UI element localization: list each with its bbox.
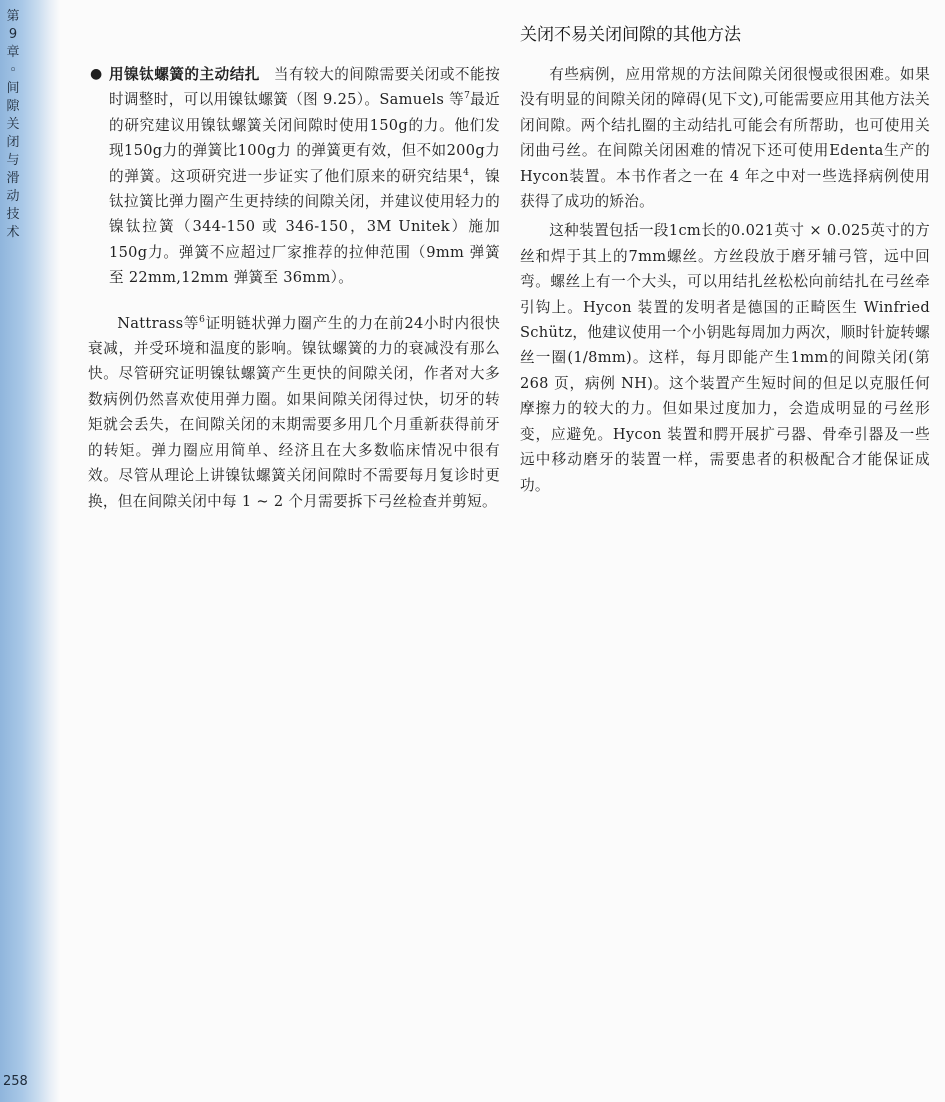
section-heading: 关闭不易关闭间隙的其他方法 <box>520 25 741 45</box>
bullet-paragraph <box>88 62 500 291</box>
body-paragraph: 有些病例，应用常规的方法间隙关闭很慢或很困难。如果没有明显的间隙关闭的障碍(见下文),可能需要应用其他方法关闭间隙。两个结扎圈的主动结扎可能会有所帮助，也可使用关闭曲弓丝。在间隙关闭困难的情况下还可使用Edenta生产的Hycon装置。本书作者之一在 4 年之中对一些选择病例使用获得了成功的矫治。 <box>520 66 930 211</box>
bullet-text-1: 当有较大的间隙需要关闭或不能按时调整时，可以用镍钛螺簧（图 9.25）。Samuels 等 <box>109 66 500 109</box>
para-text-2: 证明链状弹力圈产生的力在前24小时内很快衰减，并受环境和温度的影响。镍钛螺簧的力的衰减没有那么快。尽管研究证明镍钛螺簧产生更快的间隙关闭，作者对大多数病例仍然喜欢使用弹力圈。如果间隙关闭得过快，切牙的转矩就会丢失，在间隙关闭的末期需要多用几个月重新获得前牙的转矩。弹力圈应用简单、经济且在大多数临床情况中很有效。尽管从理论上讲镍钛螺簧关闭间隙时不需要每月复诊时更换，但在间隙关闭中每 1 ~ 2 个月需要拆下弓丝检查并剪短。 <box>88 314 500 510</box>
citation-ref: 7 <box>464 91 471 102</box>
bullet-text-3: ，镍钛拉簧比弹力圈产生更持续的间隙关闭，并建议使用轻力的镍钛拉簧（344-150 或 346-150，3M Unitek）施加150g力。弹簧不应超过厂家推荐的拉伸范围（9mm 弹簧至 22mm,12mm 弹簧至 36mm）。 <box>109 167 500 287</box>
citation-ref: 6 <box>199 314 206 325</box>
right-column <box>520 62 930 498</box>
body-paragraph <box>88 311 500 514</box>
body-paragraph: 这种装置包括一段1cm长的0.021英寸 × 0.025英寸的方丝和焊于其上的7mm螺丝。方丝段放于磨牙辅弓管，远中回弯。螺丝上有一个大头，可以用结扎丝松松向前结扎在弓丝牵引钩上。Hycon 装置的发明者是德国的正畸医生 Winfried Schütz，他建议使用一个小钥匙每周加力两次，顺时针旋转螺丝一圈(1/8mm)。这样，每月即能产生1mm的间隙关闭(第 268 页，病例 NH)。这个装置产生短时间的但足以克服任何摩擦力的较大的力。但如果过度加力，会造成明显的弓丝形变，应避免。Hycon 装置和腭开展扩弓器、骨牵引器及一些远中移动磨牙的装置一样，需要患者的积极配合才能保证成功。 <box>520 222 930 494</box>
page-number: 258 <box>3 1074 28 1089</box>
chapter-label: 第9章◦间隙关闭与滑动技术 <box>6 9 20 240</box>
bullet-title: 用镍钛螺簧的主动结扎 <box>109 66 260 83</box>
para-text-1: Nattrass等 <box>117 314 200 332</box>
bullet-text-2: 最近的研究建议用镍钛螺簧关闭间隙时使用150g的力。他们发现150g力的弹簧比100g力 的弹簧更有效，但不如200g力的弹簧。这项研究进一步证实了他们原来的研究结果 <box>109 91 500 185</box>
bullet-dot-icon: ● <box>90 66 103 82</box>
left-column <box>88 62 500 514</box>
chapter-sidebar <box>0 0 60 1102</box>
citation-ref: 4 <box>463 167 470 178</box>
